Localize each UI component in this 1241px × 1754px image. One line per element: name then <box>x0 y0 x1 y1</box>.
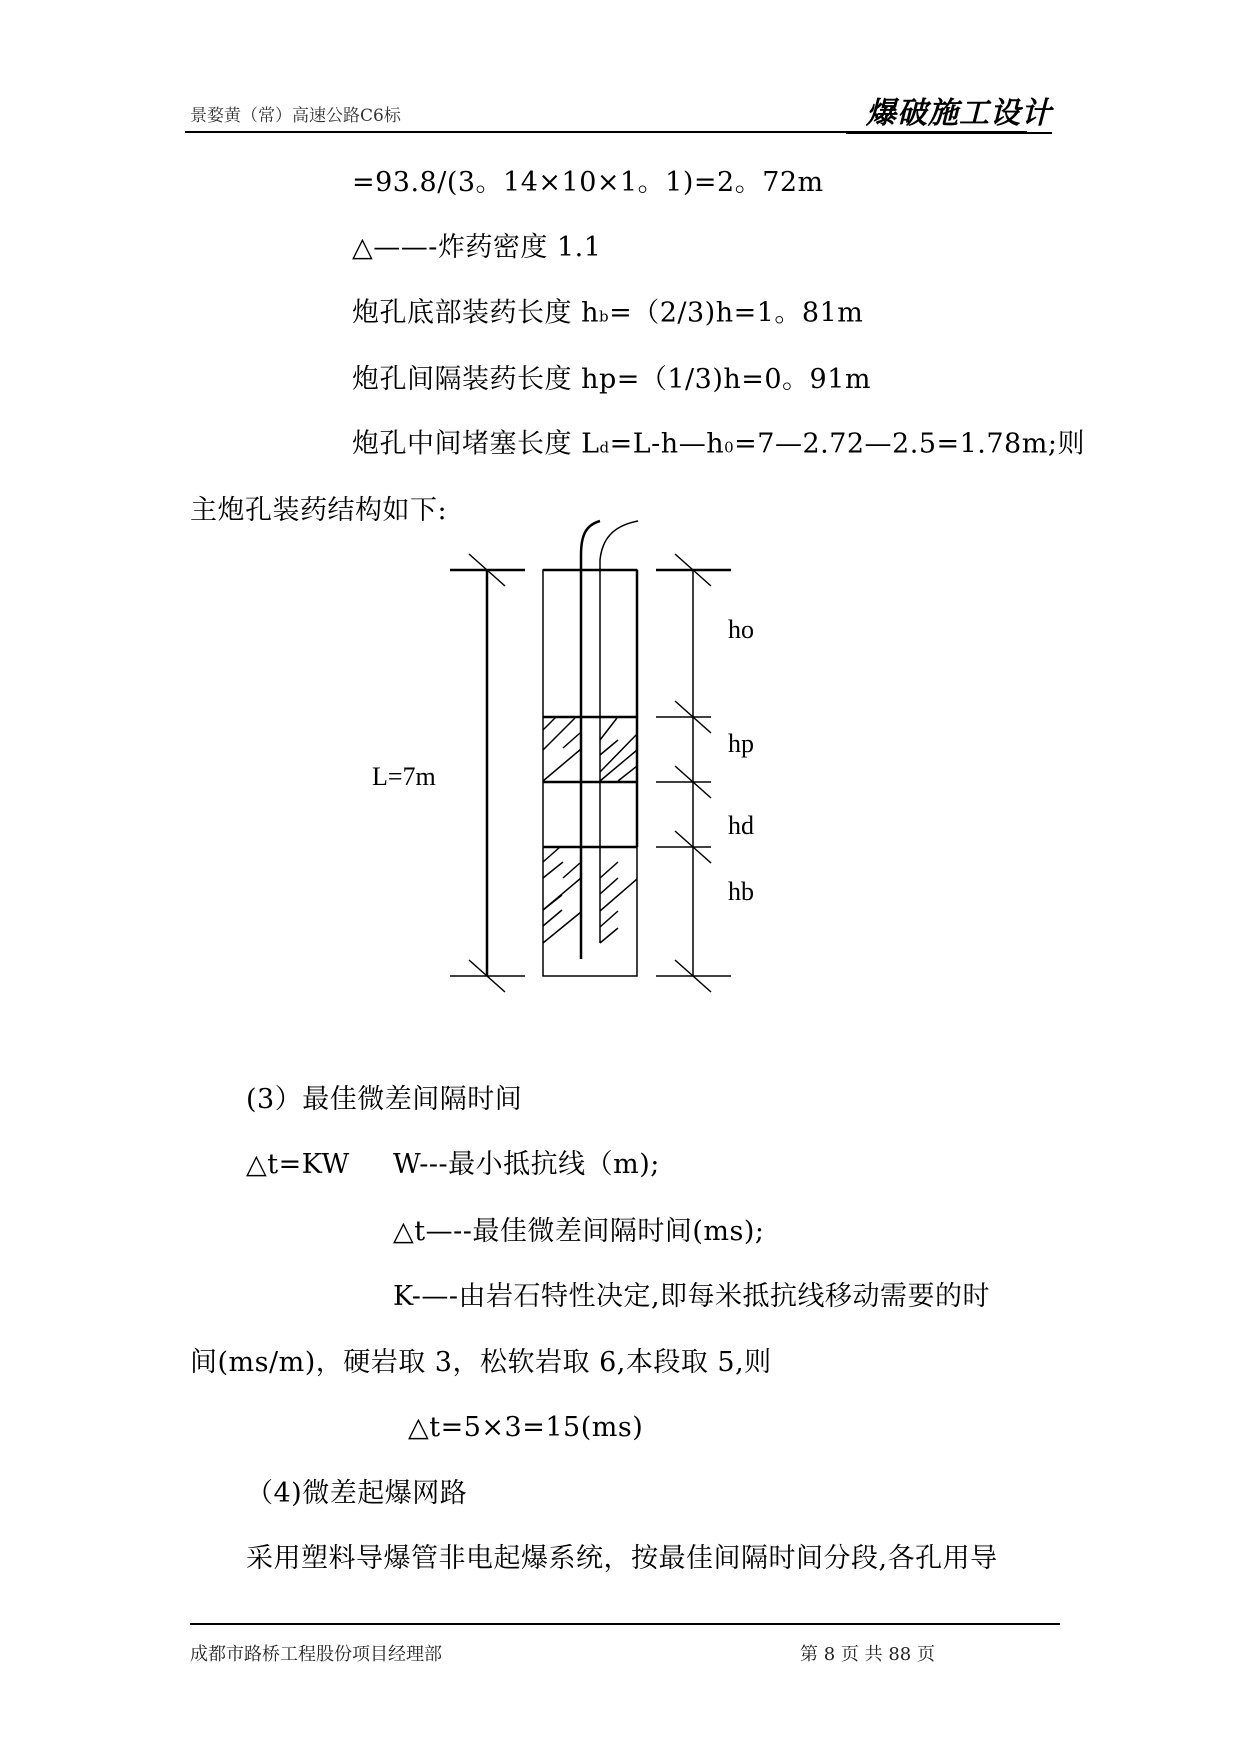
text: 炮孔中间堵塞长度 L <box>352 428 600 460</box>
segment-label-hd: hd <box>728 811 754 840</box>
k-definition: K-—-由岩石特性决定,即每米抵抗线移动需要的时 <box>393 1281 991 1312</box>
text: =L-h—h <box>609 428 725 460</box>
section-4-text: 采用塑料导爆管非电起爆系统，按最佳间隔时间分段,各孔用导 <box>246 1543 998 1574</box>
header-document-title: 爆破施工设计 <box>846 88 1052 134</box>
hatching-interval-charge <box>543 717 637 781</box>
text: =（2/3)h=1。81m <box>609 297 864 329</box>
total-length-label: L=7m <box>372 762 436 791</box>
segment-label-hp: hp <box>728 729 754 758</box>
formula-line: =93.8/(3。14×10×1。1)=2。72m <box>352 167 824 198</box>
hatching-bottom-charge <box>543 847 637 943</box>
detonator-wire <box>581 521 600 959</box>
footer-rule <box>190 1623 1060 1625</box>
segment-label-ho: ho <box>728 615 754 644</box>
subscript: d <box>599 438 610 457</box>
text: 炮孔间隔装药长度 hp=（1/3)h=0。91m <box>352 364 872 395</box>
w-definition: W---最小抵抗线（m); <box>393 1149 660 1180</box>
subscript: b <box>598 307 610 326</box>
page-number: 第 8 页 共 88 页 <box>800 1644 935 1665</box>
density-line: △——-炸药密度 1.1 <box>352 232 602 263</box>
header-project-name: 景婺黄（常）高速公路C6标 <box>190 106 401 126</box>
t-definition: △t—--最佳微差间隔时间(ms); <box>393 1216 765 1247</box>
subscript: 0 <box>724 438 735 457</box>
segment-label-hb: hb <box>728 877 754 906</box>
k-definition-cont: 间(ms/m)，硬岩取 3，松软岩取 6,本段取 5,则 <box>190 1347 772 1378</box>
delay-result: △t=5×3=15(ms) <box>408 1412 644 1443</box>
section-4-title: （4)微差起爆网路 <box>246 1478 468 1509</box>
structure-intro: 主炮孔装药结构如下: <box>190 495 448 526</box>
footer-company: 成都市路桥工程股份项目经理部 <box>190 1644 442 1665</box>
delay-formula: △t=KW <box>246 1149 350 1180</box>
section-3-title: (3）最佳微差间隔时间 <box>246 1084 523 1115</box>
text: =7—2.72—2.5=1.78m;则 <box>734 428 1085 460</box>
text: 炮孔底部装药长度 h <box>352 297 599 329</box>
